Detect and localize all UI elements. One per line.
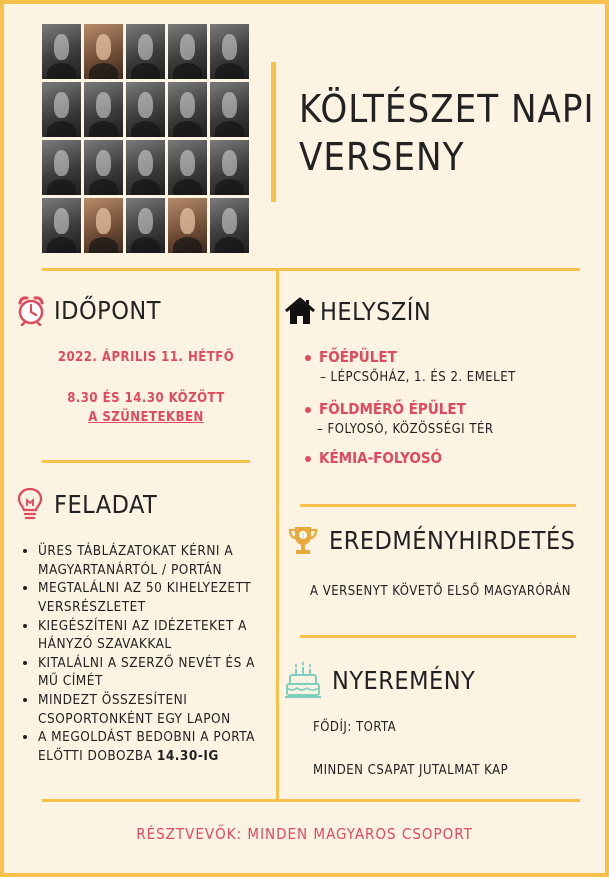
list-item: • KIEGÉSZÍTENI AZ IDÉZETEKET A HÁNYZÓ SZAVAKKAL — [38, 617, 262, 654]
location-detail: – FOLYOSÓ, KÖZÖSSÉGI TÉR — [317, 422, 494, 437]
poet-portrait — [210, 24, 249, 79]
svg-text:1: 1 — [301, 532, 305, 540]
poet-portrait — [210, 198, 249, 253]
poet-portrait — [126, 82, 165, 137]
poet-portrait — [126, 140, 165, 195]
task-deadline: 14.30-IG — [156, 747, 219, 764]
lightbulb-icon — [16, 486, 44, 522]
list-item: • MINDEZT ÖSSZESÍTENI CSOPORTONKÉNT EGY LAPON — [38, 691, 262, 728]
poet-portrait — [84, 24, 123, 79]
divider-left-middle — [42, 460, 250, 463]
list-item: • MEGTALÁLNI AZ 50 KIHELYEZETT VERSRÉSZLETET — [38, 579, 262, 616]
list-item: • KITALÁLNI A SZERZŐ NEVÉT ÉS A MŰ CÍMÉT — [38, 654, 262, 691]
poet-portrait — [168, 198, 207, 253]
poet-portrait — [126, 198, 165, 253]
location-item-foldmero — [305, 400, 585, 418]
feladat-heading: FELADAT — [54, 489, 158, 519]
poet-portrait — [210, 140, 249, 195]
poet-portrait — [42, 140, 81, 195]
helyszin-heading: HELYSZÍN — [320, 296, 432, 326]
eredmeny-text: A VERSENYT KÖVETŐ ELSŐ MAGYARÓRÁN — [310, 584, 571, 599]
poet-portrait — [42, 198, 81, 253]
section-helyszin — [284, 296, 574, 326]
location-list — [305, 348, 585, 467]
title-line-1: KÖLTÉSZET NAPI — [299, 87, 595, 131]
divider-vertical — [276, 270, 279, 800]
divider-bottom — [42, 799, 580, 802]
divider-top — [42, 268, 580, 271]
trophy-icon — [288, 524, 318, 556]
location-name: FÖLDMÉRŐ ÉPÜLET — [319, 400, 466, 418]
poet-portrait — [84, 140, 123, 195]
bullet — [305, 355, 311, 361]
location-item-foepulet — [305, 348, 585, 366]
birthday-cake-icon — [284, 659, 322, 701]
task-last-text: A MEGOLDÁST BEDOBNI A PORTA ELŐTTI DOBOZBA — [38, 729, 255, 764]
poet-portrait-collage — [42, 24, 249, 253]
location-name: FŐÉPÜLET — [319, 348, 397, 366]
eredmeny-heading: EREDMÉNYHIRDETÉS — [329, 525, 576, 555]
title-line-2: VERSENY — [299, 134, 465, 179]
title-accent-bar — [271, 62, 276, 202]
event-time-note: A SZÜNETEKBEN — [88, 410, 204, 425]
location-detail: – LÉPCSŐHÁZ, 1. ÉS 2. EMELET — [320, 370, 516, 385]
prize-main: FŐDÍJ: TORTA — [313, 720, 397, 735]
prize-all: MINDEN CSAPAT JUTALMAT KAP — [313, 763, 509, 778]
list-item: • ÜRES TÁBLÁZATOKAT KÉRNI A MAGYARTANÁRTÓL / PORTÁN — [38, 542, 262, 579]
event-time: 8.30 ÉS 14.30 KÖZÖTT — [67, 391, 225, 406]
location-name: KÉMIA-FOLYOSÓ — [319, 449, 443, 467]
location-item-kemia — [305, 449, 585, 467]
poet-portrait — [84, 198, 123, 253]
divider-right-2 — [300, 635, 576, 638]
section-feladat — [16, 486, 256, 522]
event-date: 2022. ÁPRILIS 11. HÉTFŐ — [57, 350, 235, 365]
section-idopont — [16, 294, 256, 326]
bullet — [305, 456, 311, 462]
poet-portrait — [210, 82, 249, 137]
house-icon — [284, 296, 316, 326]
alarm-clock-icon — [16, 294, 46, 326]
task-list — [20, 542, 262, 766]
nyeremeny-heading: NYEREMÉNY — [332, 665, 476, 695]
section-eredmeny — [288, 524, 578, 556]
poet-portrait — [168, 82, 207, 137]
poet-portrait — [84, 82, 123, 137]
poet-portrait — [42, 24, 81, 79]
section-nyeremeny — [284, 659, 574, 701]
list-item-last — [38, 728, 262, 765]
poet-portrait — [126, 24, 165, 79]
poet-portrait — [42, 82, 81, 137]
page-title — [299, 86, 595, 181]
poet-portrait — [168, 24, 207, 79]
participants-footer: RÉSZTVEVŐK: MINDEN MAGYAROS CSOPORT — [136, 825, 473, 843]
poet-portrait — [168, 140, 207, 195]
idopont-heading: IDŐPONT — [54, 295, 161, 325]
bullet — [305, 407, 311, 413]
divider-right-1 — [300, 504, 576, 507]
